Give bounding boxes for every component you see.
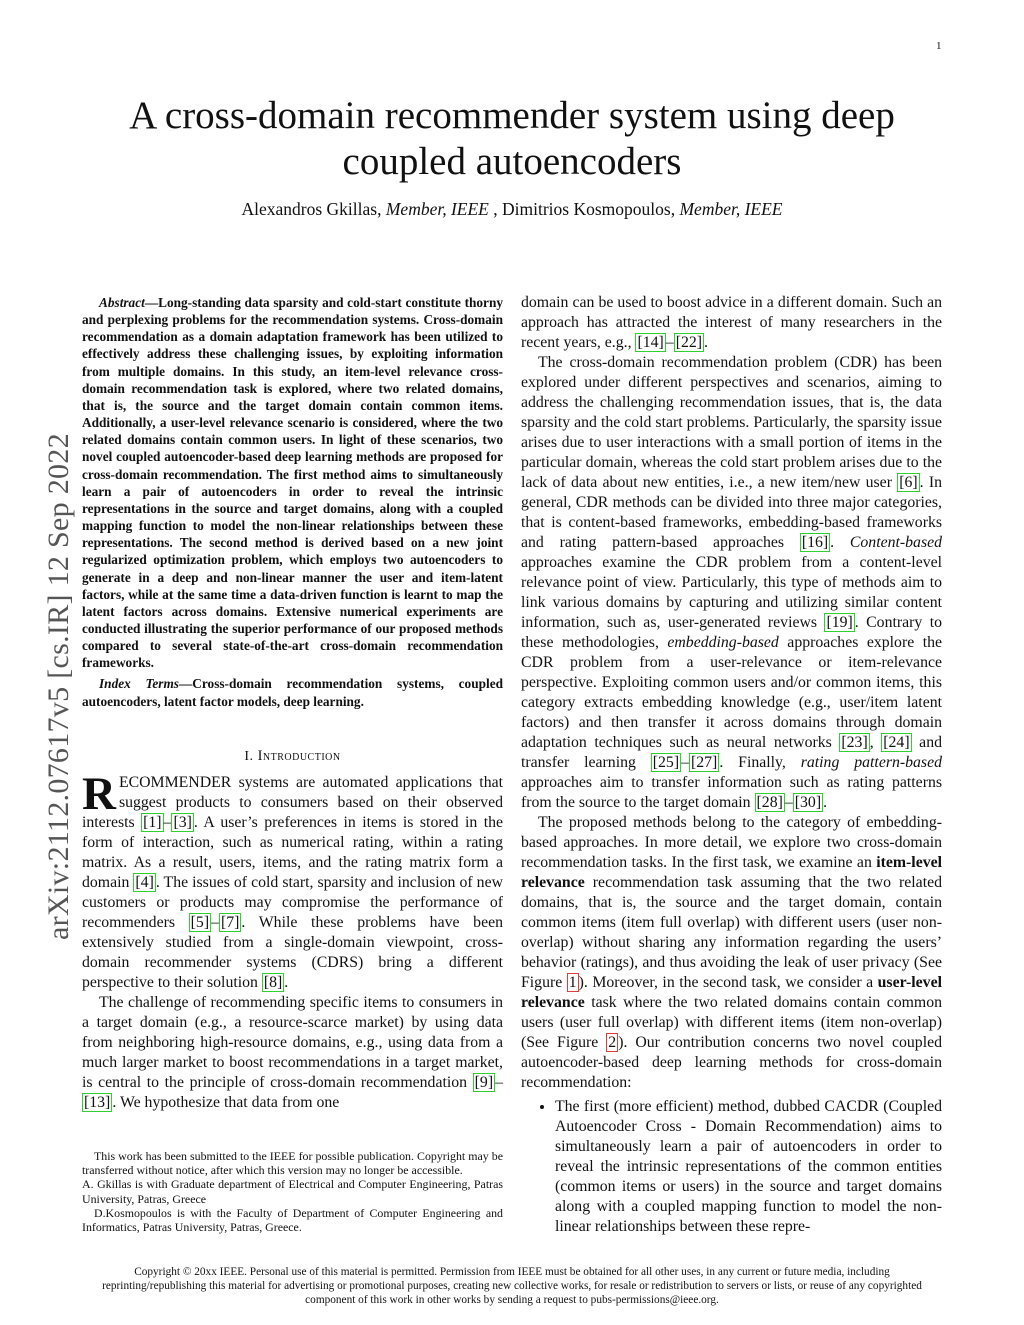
intro-paragraph-1 — [82, 767, 504, 993]
citation-link[interactable]: [6] — [899, 474, 918, 491]
abstract-lead: Abstract — [99, 295, 145, 310]
bold-term: user-level relevance — [521, 974, 942, 1011]
text-run: . — [284, 973, 289, 991]
abstract-text: —Long-standing data sparsity and cold-start constitute thorny and perplexing problems for the recommendation systems. Cross-domain recommendation as a domain adaptation framework has been utilized to effectively address these challenging issues, by exploiting information from multiple domains. In this study, an item-level relevance cross-domain recommendation task is explored, where two related domains, that is, the source and the target domain contain common items. Additionally, a user-level relevance scenario is considered, where the two related domains contain common users. In light of these scenarios, two novel coupled autoencoder-based deep learning methods are proposed for cross-domain recommendation. The first method aims to simultaneously learn a pair of autoencoders in order to reveal the intrinsic representations in the source and target domains, along with a coupled mapping function to model the non-linear relationships between these representations. The second method is derived based on a new joint regularized optimization problem, which employs two autoencoders to generate in a deep and non-linear manner the user and item-latent factors, while at the same time a data-driven function is learnt to map the latent factors across domains. Extensive numerical experiments are conducted illustrating the superior performance of our proposed methods compared to several state-of-the-art cross-domain recommendation frameworks. — [82, 295, 503, 671]
index-terms-lead: Index Terms — [99, 676, 179, 692]
emphasis: Content-based — [849, 534, 942, 551]
citation-link[interactable]: [30] — [794, 794, 822, 811]
author-2: , Dimitrios Kosmopoulos, — [488, 199, 676, 219]
text-run: approaches explore the CDR problem from a user-relevance or item-relevance perspective. Exploiting common users and/or common items, this category extracts embedding knowledge (e.g., user/item latent factors) and then transfer it across domains through domain adaptation techniques such as neural networks — [521, 634, 942, 751]
citation-link[interactable]: [5] — [190, 913, 210, 931]
left-column — [82, 294, 503, 1235]
text-run: – — [784, 794, 793, 811]
text-run: . Contrary to these methodologies, — [521, 614, 942, 651]
author-2-membership: Member, IEEE — [679, 199, 783, 219]
list-item: • The first (more efficient) method, dubbed CACDR (Coupled Autoencoder Cross - Domain Recommendation) aims to simultaneously learn a pair of autoencoders in order to reveal the intrinsic representations of the common entities (common items or users) in the source and target domains along with a coupled mapping function to model the non-linear relationships between these repre- — [555, 1097, 942, 1237]
text-run: . In general, CDR methods can be divided into three major categories, that is content-based frameworks, embedding-based frameworks and rating pattern-based approaches — [521, 474, 943, 551]
arxiv-identifier: arXiv:2112.07617v5 [cs.IR] 12 Sep 2022 — [42, 433, 75, 940]
citation-link[interactable]: [9] — [474, 1073, 494, 1091]
text-run: The cross-domain recommendation problem (CDR) has been explored under different perspectives and scenarios, aiming to address the challenging recommendation issues, that is, the data sparsity and the cold start problems. Particularly, the sparsity issue arises due to user interactions with a small portion of items in the particular domain, whereas the cold start problem arises due to the lack of data about new entities, i.e., a new item/new user — [521, 354, 942, 491]
drop-cap: R — [82, 767, 116, 820]
citation-link[interactable]: [16] — [801, 534, 829, 551]
text-run: approaches examine the CDR problem from a content-level relevance point of view. Particularly, this type of methods aim to link various domains by capturing and utilizing similar content information, such as, user-generated reviews — [521, 554, 942, 631]
citation-link[interactable]: [14] — [637, 334, 664, 351]
section-numeral: I. — [244, 748, 258, 764]
text-run: – — [211, 913, 219, 931]
citation-link[interactable]: [1] — [143, 813, 162, 831]
index-terms-text: —Cross-domain recommendation systems, coupled autoencoders, latent factor models, deep learning. — [82, 676, 503, 709]
text-run: ). Moreover, in the second task, we consider a — [578, 974, 878, 991]
text-run: . — [704, 334, 708, 351]
text-run: – — [163, 813, 172, 831]
bold-term: item-level relevance — [521, 854, 942, 891]
contribution-list — [521, 1097, 942, 1237]
text-run: . We hypothesize that data from one — [112, 1093, 340, 1111]
page-number: 1 — [936, 40, 942, 52]
citation-link[interactable]: [25] — [652, 754, 680, 771]
right-paragraph-2 — [521, 353, 942, 813]
citation-link[interactable]: [27] — [691, 754, 718, 771]
text-run: – — [495, 1073, 503, 1091]
citation-link[interactable]: [28] — [756, 794, 783, 811]
right-column — [521, 293, 942, 1237]
citation-link[interactable]: [7] — [221, 913, 240, 931]
text-run: The challenge of recommending specific items to consumers in a target domain (e.g., a resource-scarce market) by using data from neighboring high-resource domains, e.g., using data from a much larger market to boost recommendations in a target market, is central to the principle of cross-domain recommendation — [82, 993, 503, 1091]
author-1-membership: Member, IEEE — [385, 199, 489, 219]
citation-link[interactable]: [23] — [841, 734, 868, 751]
section-title: Introduction — [257, 747, 341, 764]
text-run: , — [869, 734, 882, 751]
text-run: . While these problems have been extensively studied from a single-domain viewpoint, cross-domain recommender systems (CDRS) bring a different perspective to their solution — [82, 913, 503, 991]
right-paragraph-3 — [521, 813, 942, 1093]
text-run: – — [665, 334, 674, 351]
intro-paragraph-2 — [82, 993, 503, 1113]
citation-link[interactable]: [3] — [173, 813, 192, 831]
abstract — [82, 294, 503, 671]
figure-link[interactable]: 1 — [568, 974, 577, 991]
text-run: . Finally, — [719, 754, 801, 771]
author-line — [80, 199, 944, 220]
citation-link[interactable]: [24] — [883, 734, 910, 751]
footnote-submission: This work has been submitted to the IEEE for possible publication. Copyright may be transferred without notice, after which this version may no longer be accessible. — [82, 1148, 503, 1178]
copyright-notice: Copyright © 20xx IEEE. Personal use of this material is permitted. Permission from IEEE must be obtained for all other uses, in any current or future media, including reprinting/republishing this material for advertising or promotional purposes, creating new collective works, for resale or redistribution to servers or lists, or reuse of any copyrighted component of this work in other works by sending a request to pubs-permissions@ieee.org. — [102, 1266, 922, 1306]
paper-title: A cross-domain recommender system using deep coupled autoencoders — [129, 94, 895, 183]
author-1: Alexandros Gkillas, — [241, 199, 382, 219]
right-paragraph-1 — [521, 293, 942, 353]
citation-link[interactable]: [8] — [263, 973, 283, 991]
text-run: The proposed methods belong to the category of embedding-based approaches. In more detail, we explore two cross-domain recommendation tasks. In the first task, we examine an — [521, 814, 942, 871]
figure-link[interactable]: 2 — [608, 1034, 617, 1051]
citation-link[interactable]: [4] — [135, 873, 154, 891]
text-run: and transfer learning — [521, 734, 942, 771]
footnote-author-2: D.Kosmopoulos is with the Faculty of Department of Computer Engineering and Informatics, Patras University, Patras, Greece. — [82, 1205, 503, 1235]
citation-link[interactable]: [22] — [675, 334, 703, 351]
emphasis: rating pattern-based — [800, 754, 942, 771]
text-run: task where the two related domains contain common users (user full overlap) with different items (item non-overlap) (See Figure — [521, 994, 942, 1051]
citation-link[interactable]: [19] — [826, 614, 853, 631]
text-run: domain can be used to boost advice in a different domain. Such an approach has attracted the interest of many researchers in the recent years, e.g., — [521, 294, 942, 351]
text-run: ECOMMENDER systems are automated applications that suggest products to consumers based on their observed interests — [82, 773, 503, 831]
section-heading-introduction — [82, 746, 503, 767]
text-run: approaches aim to transfer information such as rating patterns from the source to the target domain — [521, 774, 942, 811]
text-run: ). Our contribution concerns two novel coupled autoencoder-based deep learning methods for cross-domain recommendation: — [521, 1034, 942, 1091]
text-run: – — [681, 754, 689, 771]
index-terms — [82, 675, 503, 709]
text-run: . — [823, 794, 828, 811]
citation-link[interactable]: [13] — [84, 1093, 111, 1111]
text-run: . The issues of cold start, sparsity and inclusion of new customers or products may compromise the performance of recommenders — [82, 873, 503, 931]
emphasis: embedding-based — [667, 634, 779, 651]
text-run: recommendation task assuming that the two related domains, that is, the source and the target domain, contain common items (item full overlap) with different users (user non-overlap) without sharing any information regarding the users’ behavior (ratings), and thus avoiding the leak of user privacy (See Figure — [521, 874, 942, 991]
text-run: . A user’s preferences in items is stored in the form of interaction, such as numerical rating, within a rating matrix. As a result, users, items, and the rating matrix form a domain — [82, 813, 504, 891]
footnote-author-1: A. Gkillas is with Graduate department of Electrical and Computer Engineering, Patras University, Patras, Greece — [82, 1177, 503, 1206]
text-run: . — [830, 534, 850, 551]
